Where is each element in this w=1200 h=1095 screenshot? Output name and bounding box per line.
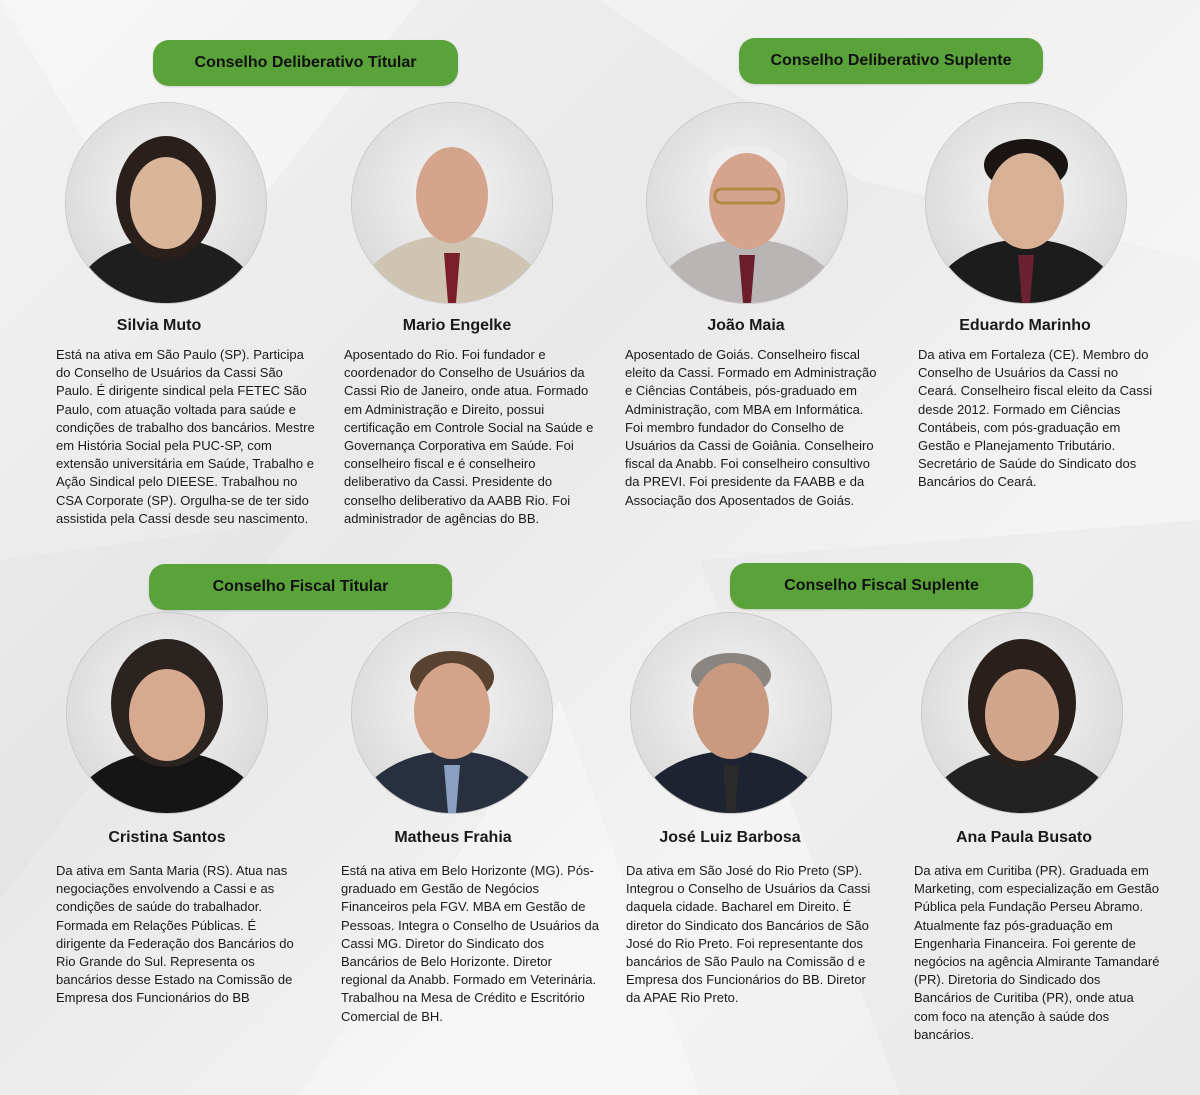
portrait-joao-maia — [647, 103, 847, 303]
portrait-cristina-santos — [67, 613, 267, 813]
member-bio: Da ativa em São José do Rio Preto (SP). Integrou o Conselho de Usuários da Cassi daquela cidade. Bacharel em Direito. É diretor do Sindicato dos Bancários de São José do Rio Preto. Foi representante dos bancários de São Paulo na Comissão d e Empresa dos Funcionários do BB. Diretor da APAE Rio Preto. — [626, 863, 871, 1006]
member-name: Mario Engelke — [402, 317, 512, 334]
section-pill-deliberativo-titular — [153, 40, 458, 86]
section-title: Conselho Fiscal Suplente — [784, 577, 979, 594]
member-name: Matheus Frahia — [394, 829, 512, 846]
section-pill-deliberativo-suplente — [739, 38, 1043, 84]
portrait-eduardo-marinho — [926, 103, 1126, 303]
member-bio: Da ativa em Santa Maria (RS). Atua nas negociações envolvendo a Cassi e as condições de saúde do trabalhador. Formada em Relações Públicas. É dirigente da Federação dos Bancários do Rio Grande do Sul. Representa os bancários desse Estado na Comissão de Empresa dos Funcionários do BB — [56, 863, 294, 1006]
member-name: Cristina Santos — [108, 829, 226, 846]
member-name: Ana Paula Busato — [955, 829, 1093, 846]
section-pill-fiscal-suplente — [730, 563, 1033, 609]
member-name: João Maia — [707, 317, 785, 334]
member-bio: Aposentado de Goiás. Conselheiro fiscal eleito da Cassi. Formado em Administração e Ciências Contábeis, pós-graduado em Administração, com MBA em Informática. Foi membro fundador do Conselho de Usuários da Cassi de Goiânia. Conselheiro fiscal da Anabb. Foi conselheiro consultivo da PREVI. Foi presidente da FAABB e da Associação dos Aposentados de Goiás. — [625, 347, 877, 508]
member-name: Silvia Muto — [116, 317, 202, 334]
member-bio: Da ativa em Fortaleza (CE). Membro do Conselho de Usuários da Cassi no Ceará. Conselheiro fiscal eleito da Cassi desde 2012. Formado em Ciências Contábeis, com pós-graduação em Gestão e Planejamento Tributário. Secretário de Saúde do Sindicato dos Bancários do Ceará. — [918, 347, 1153, 490]
portrait-jose-luiz-barbosa — [631, 613, 831, 813]
member-bio: Está na ativa em São Paulo (SP). Participa do Conselho de Usuários da Cassi São Paulo. É dirigente sindical pela FETEC São Paulo, com atuação voltada para saúde e condições de trabalho dos bancários. Mestre em História Social pela PUC-SP, com extensão universitária em Saúde, Trabalho e Ação Sindical pelo DIEESE. Trabalhou no CSA Corporate (SP). Orgulha-se de ter sido assistida pela Cassi desde seu nascimento. — [56, 347, 315, 526]
member-bio: Está na ativa em Belo Horizonte (MG). Pós-graduado em Gestão de Negócios Financeiros pela FGV. MBA em Gestão de Pessoas. Integra o Conselho de Usuários da Cassi MG. Diretor do Sindicato dos Bancários de Belo Horizonte. Diretor regional da Anabb. Formado em Veterinária. Trabalhou na Mesa de Crédito e Escritório Comercial de BH. — [341, 863, 599, 1024]
member-bio: Aposentado do Rio. Foi fundador e coordenador do Conselho de Usuários da Cassi Rio de Janeiro, onde atua. Formado em Administração e Direito, possui certificação em Controle Social na Saúde e Governança Corporativa em Saúde. Foi conselheiro fiscal e é conselheiro deliberativo da Cassi. Presidente do conselho deliberativo da AABB Rio. Foi administrador de agências do BB. — [344, 347, 594, 526]
portrait-matheus-frahia — [352, 613, 552, 813]
portrait-ana-paula-busato — [922, 613, 1122, 813]
section-title: Conselho Deliberativo Titular — [194, 54, 417, 71]
member-name: José Luiz Barbosa — [659, 829, 801, 846]
member-bio: Da ativa em Curitiba (PR). Graduada em Marketing, com especialização em Gestão Pública pela Fundação Perseu Abramo. Atualmente faz pós-graduação em Engenharia Financeira. Foi gerente de negócios na agência Almirante Tamandaré (PR). Diretoria do Sindicado dos Bancários de Curitiba (PR), onde atua com foco na atenção à saúde dos bancários. — [914, 863, 1160, 1042]
portrait-silvia-muto — [66, 103, 266, 303]
section-title: Conselho Fiscal Titular — [212, 578, 389, 595]
member-name: Eduardo Marinho — [959, 317, 1091, 334]
section-pill-fiscal-titular — [149, 564, 452, 610]
section-title: Conselho Deliberativo Suplente — [770, 52, 1012, 69]
portrait-mario-engelke — [352, 103, 552, 303]
